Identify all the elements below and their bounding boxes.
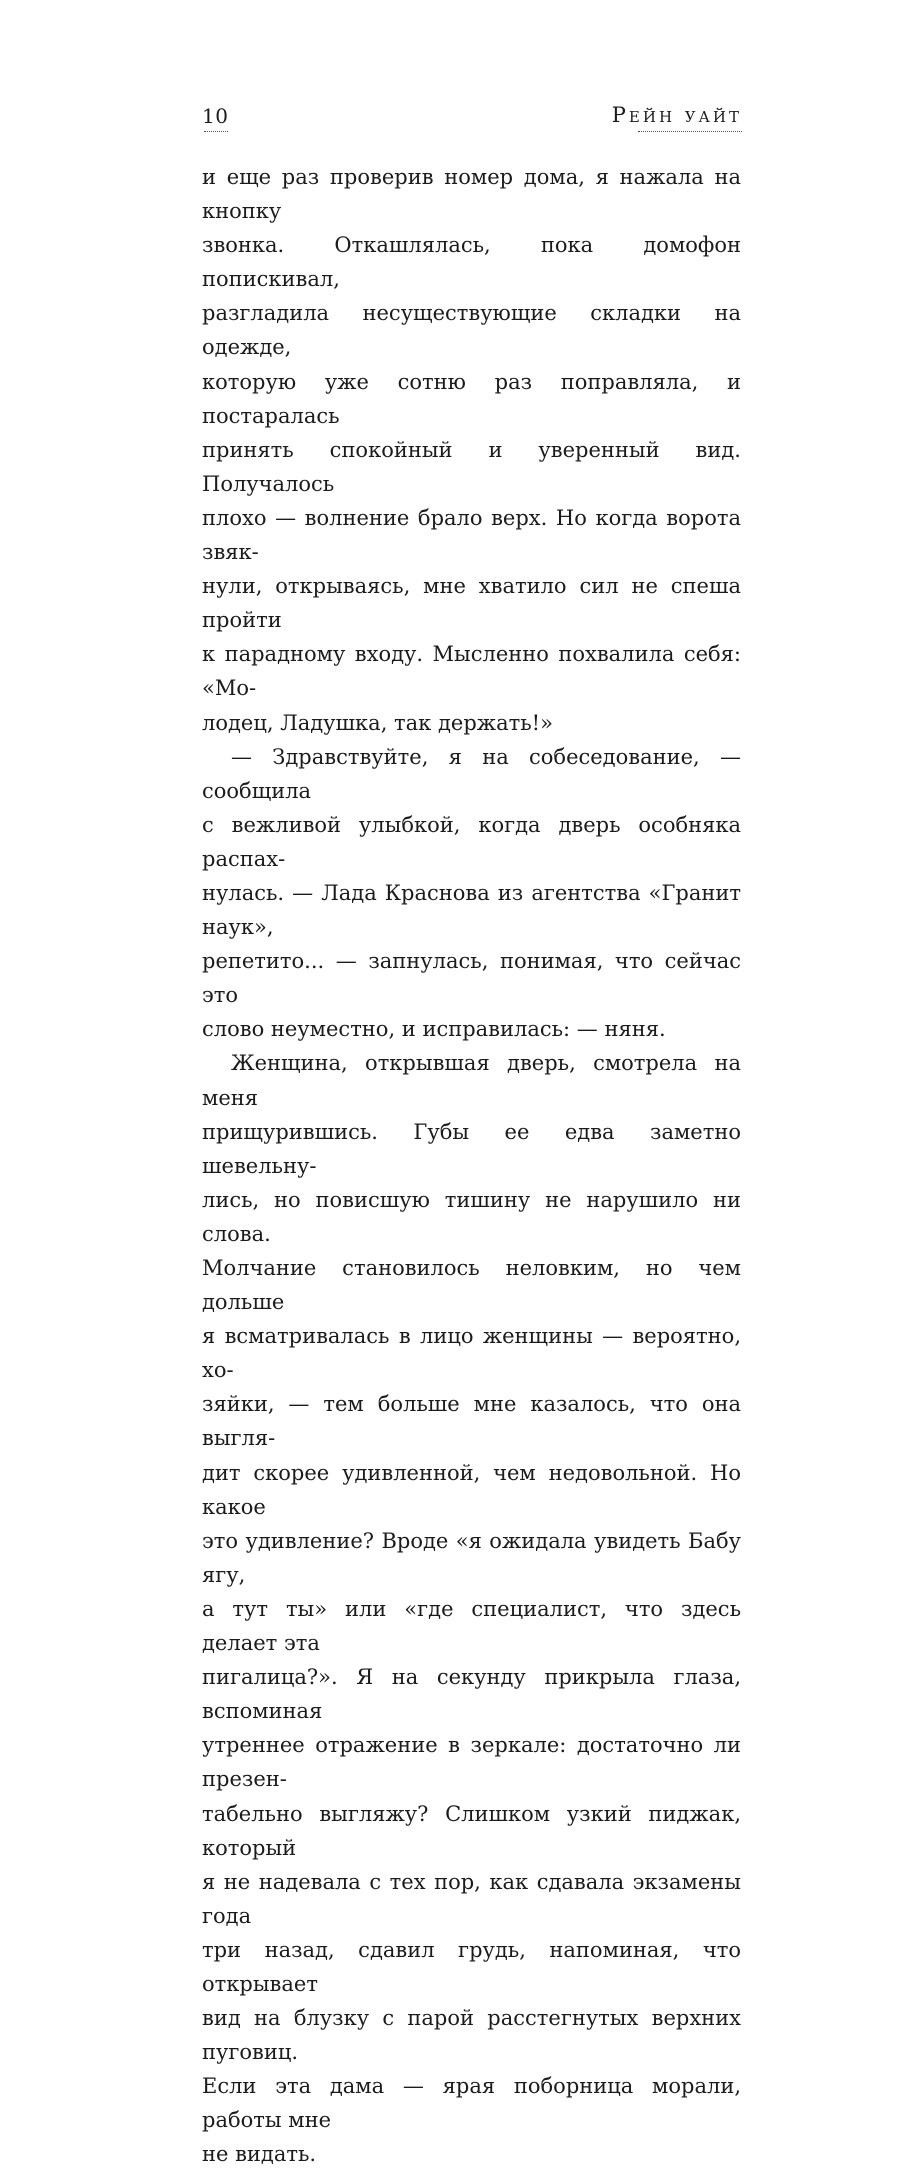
body-text: [202, 160, 741, 2172]
page-number: 10: [202, 104, 229, 128]
running-head-author: Рейн уайт: [611, 103, 742, 127]
paragraph-3: Женщина, открывшая дверь, смотрела на меня прищурившись. Губы ее едва заметно шевельну- лись, но повисшую тишину не нарушило ни слова. Молчание становилось неловким, но чем дольше я всматривалась в лицо женщины — вероятно, хо- зяйки, — тем больше мне казалось, что она выгля- дит скорее удивленной, чем недовольной. Но какое это удивление? Вроде «я ожидала увидеть Бабу ягу, а тут ты» или «где специалист, что здесь делает эта пигалица?». Я на секунду прикрыла глаза, вспоминая утреннее отражение в зеркале: достаточно ли презен- табельно выгляжу? Слишком узкий пиджак, который я не надевала с тех пор, как сдавала экзамены года три назад, сдавил грудь, напоминая, что открывает вид на блузку с парой расстегнутых верхних пуговиц. Если эта дама — ярая поборница морали, работы мне не видать.: [202, 1051, 741, 2167]
page-number-dotted-rule: [204, 131, 228, 132]
running-head-dotted-rule: [638, 131, 742, 132]
paragraph-2: — Здравствуйте, я на собеседование, — сообщила с вежливой улыбкой, когда дверь особняка распах- нулась. — Лада Краснова из агентства «Гранит наук», репетито... — запнулась, понимая, что сейчас это слово неуместно, и исправилась: — няня.: [202, 744, 741, 1042]
paragraph-1: и еще раз проверив номер дома, я нажала на кнопку звонка. Откашлялась, пока домофон попискивал, разгладила несуществующие складки на одежде, которую уже сотню раз поправляла, и постаралась принять спокойный и уверенный вид. Получалось плохо — волнение брало верх. Но когда ворота звяк- нули, открываясь, мне хватило сил не спеша пройти к парадному входу. Мысленно похвалила себя: «Мо- лодец, Ладушка, так держать!»: [202, 165, 741, 735]
